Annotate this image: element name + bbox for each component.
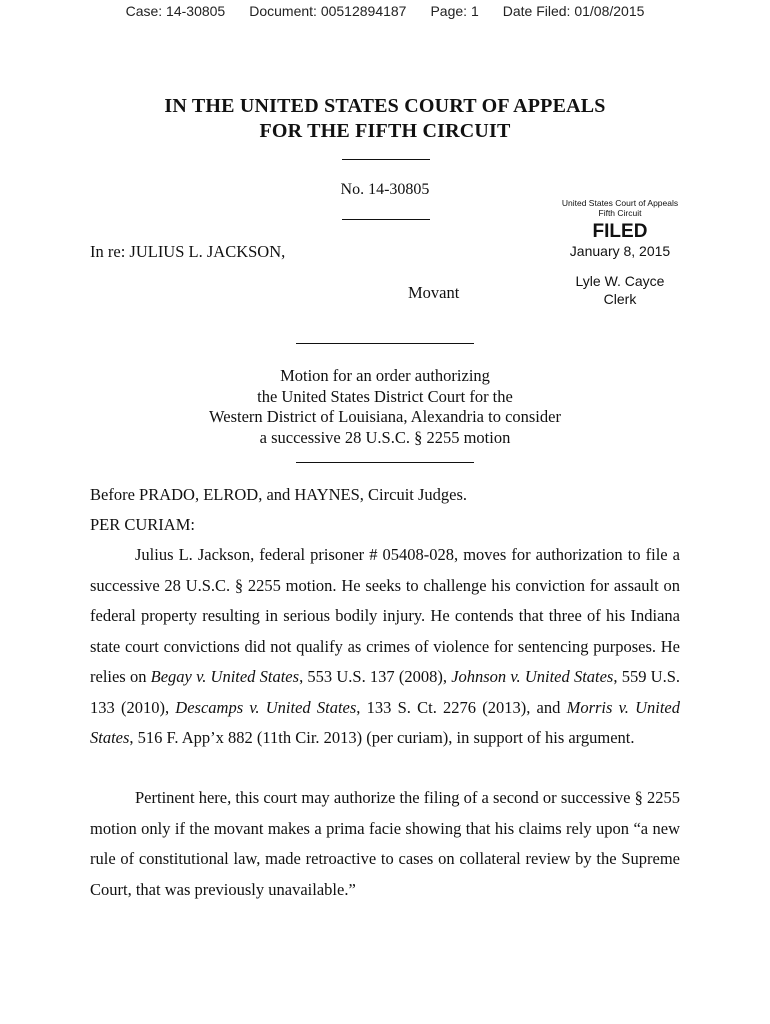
filing-stamp-filed: FILED xyxy=(592,221,648,242)
filing-stamp-date: January 8, 2015 xyxy=(569,243,671,259)
motion-line4: a successive 28 U.S.C. § 2255 motion xyxy=(259,427,511,447)
case-citation: Morris v. United States xyxy=(90,697,680,747)
case-citation: Descamps v. United States xyxy=(175,697,357,717)
motion-line2: the United States District Court for the xyxy=(257,386,513,406)
case-citation: Johnson v. United States xyxy=(451,667,614,686)
paragraph-text: Julius L. Jackson, federal prisoner # 05408-028, moves for authorization to file a successive 28 U.S.C. § 2255 motion. He seeks to challenge his conviction for assault on federal property resulting in serious bodily injury. He contends that three of his Indiana state court convictions did not qualify as crimes of violence for sentencing purposes. He relies on xyxy=(90,545,680,686)
case-number: Case: 14-30805 xyxy=(125,3,226,19)
docket-number: No. 14-30805 xyxy=(340,181,430,198)
clerk-name: Lyle W. Cayce xyxy=(575,273,665,289)
opinion-paragraph-2 xyxy=(90,783,680,905)
court-title xyxy=(0,94,770,144)
divider xyxy=(296,343,474,344)
panel-judges: Before PRADO, ELROD, and HAYNES, Circuit Judges. xyxy=(90,485,468,504)
paragraph-text: , 516 F. App’x 882 (11th Cir. 2013) (per curiam), in support of his argument. xyxy=(129,728,635,747)
clerk-title: Clerk xyxy=(603,291,637,307)
paragraph-text: , 133 S. Ct. 2276 (2013), and xyxy=(356,697,567,717)
party-role: Movant xyxy=(408,283,460,302)
divider xyxy=(342,219,430,220)
motion-description xyxy=(0,366,770,448)
stamp-court-line2: Fifth Circuit xyxy=(598,208,642,218)
filing-stamp-court xyxy=(556,198,684,218)
motion-line3: Western District of Louisiana, Alexandria to consider xyxy=(209,407,561,426)
date-filed: Date Filed: 01/08/2015 xyxy=(502,3,645,19)
motion-line1: Motion for an order authorizing xyxy=(280,366,490,385)
divider xyxy=(342,159,430,160)
case-caption: In re: JULIUS L. JACKSON, xyxy=(90,242,286,261)
document-number: Document: 00512894187 xyxy=(249,3,407,19)
paragraph-text: , 559 U.S. 133 (2010), xyxy=(90,667,680,717)
filing-stamp-clerk xyxy=(556,272,684,308)
opinion-paragraph-1 xyxy=(90,540,680,754)
divider xyxy=(296,462,474,463)
court-title-line1: IN THE UNITED STATES COURT OF APPEALS xyxy=(164,95,606,117)
stamp-court-line1: United States Court of Appeals xyxy=(561,198,679,208)
court-title-line2: FOR THE FIFTH CIRCUIT xyxy=(259,120,511,142)
ecf-header xyxy=(0,0,770,22)
paragraph-text: , 553 U.S. 137 (2008), xyxy=(299,667,452,686)
per-curiam-heading: PER CURIAM: xyxy=(90,515,195,534)
paragraph-text: Pertinent here, this court may authorize the filing of a second or successive § 2255 motion only if the movant makes a prima facie showing that his claims rely upon “a new rule of constitutional law, made retroactive to cases on collateral review by the Supreme Court, that was previously unavailable.” xyxy=(90,788,680,899)
case-citation: Begay v. United States xyxy=(150,667,300,686)
page-number: Page: 1 xyxy=(430,3,479,19)
